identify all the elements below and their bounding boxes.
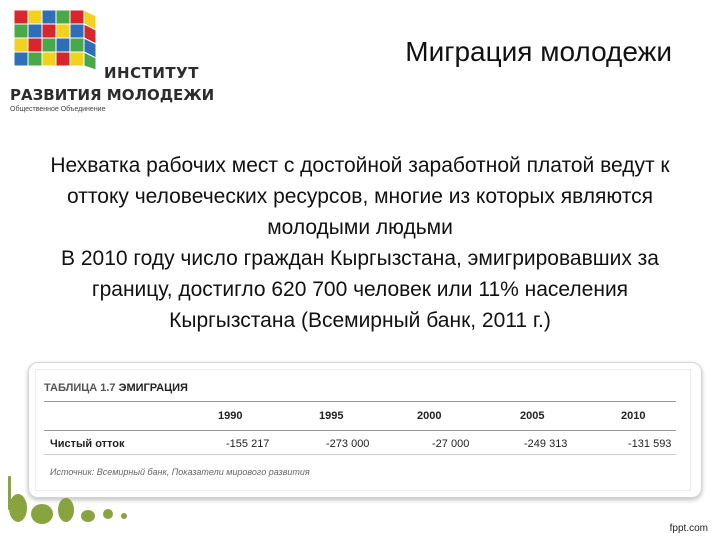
year-header: 1995 xyxy=(319,410,344,422)
table-title xyxy=(44,382,188,394)
logo-text-subtitle: Общественное Объединение xyxy=(10,106,106,113)
body-paragraph-1: Нехватка рабочих мест с достойной заработной платой ведут к оттоку человеческих ресурсов, многие из которых являются молодыми людьми xyxy=(50,154,670,239)
table-rule-header xyxy=(44,430,676,431)
slide-title: Миграция молодежи xyxy=(405,36,672,67)
table-rule-top xyxy=(44,401,676,402)
slide-body xyxy=(30,150,690,336)
table-title-number: ТАБЛИЦА 1.7 xyxy=(44,382,116,394)
year-header: 2010 xyxy=(621,410,646,422)
table-cell: -249 313 xyxy=(524,438,568,450)
institute-logo xyxy=(8,6,215,114)
table-title-text: ЭМИГРАЦИЯ xyxy=(118,382,188,394)
table-cell: -155 217 xyxy=(226,438,270,450)
year-header: 2005 xyxy=(520,410,545,422)
footer-watermark: fppt.com xyxy=(669,523,708,534)
year-header: 1990 xyxy=(218,410,243,422)
table-rule-bottom xyxy=(44,454,676,455)
rubik-cube-icon xyxy=(14,10,98,72)
table-cell: -273 000 xyxy=(326,438,370,450)
body-paragraph-2: В 2010 году число граждан Кыргызстана, эмигрировавших за границу, достигло 620 700 человек или 11% населения Кыргызстана (Всемирный банк, 2011 г.) xyxy=(61,247,659,332)
decorative-leaves-icon xyxy=(4,470,134,530)
year-header: 2000 xyxy=(417,410,442,422)
table-source-note: Источник: Всемирный банк, Показатели мирового развития xyxy=(50,467,310,477)
table-cell: -27 000 xyxy=(432,438,470,450)
logo-text-institute: ИНСТИТУТ xyxy=(104,64,199,82)
row-label: Чистый отток xyxy=(50,438,125,450)
table-cell: -131 593 xyxy=(628,438,672,450)
logo-text-name: РАЗВИТИЯ МОЛОДЕЖИ xyxy=(10,86,215,104)
